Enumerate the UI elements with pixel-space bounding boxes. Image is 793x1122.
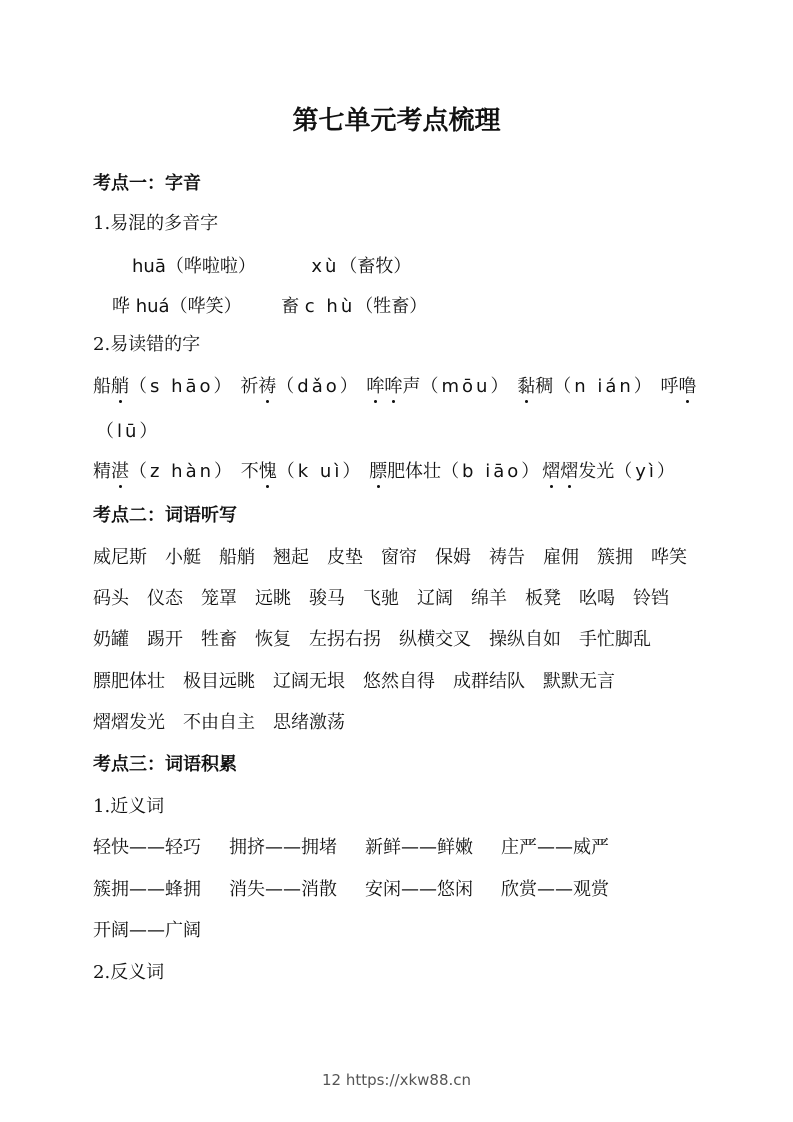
misread-item: 不愧（k uì） <box>240 461 364 482</box>
subheading-antonyms: 2.反义词 <box>93 962 165 983</box>
misread-item: 船艄（s hāo） <box>93 376 235 397</box>
misread-item: 黏稠（n ián） <box>517 376 655 397</box>
word-row-4: 膘肥体壮 极目远眺 辽阔无垠 悠然自得 成群结队 默默无言 <box>93 671 615 692</box>
misread-line-3 <box>93 460 678 484</box>
synonym-row-1: 轻快——轻巧 拥挤——拥堵 新鲜——鲜嫩 庄严——威严 <box>93 837 609 858</box>
misread-item: 呼噜 <box>660 376 697 397</box>
subheading-polyphones: 1.易混的多音字 <box>93 213 219 234</box>
misread-item: 膘肥体壮（b iāo） <box>369 461 543 482</box>
word-row-2: 码头 仪态 笼罩 远眺 骏马 飞驰 辽阔 绵羊 板凳 吆喝 铃铛 <box>93 588 669 609</box>
section-heading-dictation: 考点二：词语听写 <box>93 505 237 526</box>
section-heading-vocabulary: 考点三：词语积累 <box>93 754 237 775</box>
word-row-5: 熠熠发光 不由自主 思绪激荡 <box>93 712 345 733</box>
synonym-row-3: 开阔——广阔 <box>93 920 201 941</box>
misread-line-1 <box>93 375 697 399</box>
polyphone-row-1: huā（哗啦啦） xù（畜牧） <box>132 256 412 277</box>
misread-item: 精湛（z hàn） <box>93 461 236 482</box>
misread-item: 祈祷（dǎo） <box>240 376 361 397</box>
misread-line-2: （lū） <box>96 421 161 442</box>
subheading-synonyms: 1.近义词 <box>93 796 165 817</box>
word-row-1: 威尼斯 小艇 船艄 翘起 皮垫 窗帘 保姆 祷告 雇佣 簇拥 哗笑 <box>93 547 687 568</box>
misread-item: 哞哞声（mōu） <box>366 376 512 397</box>
subheading-misread: 2.易读错的字 <box>93 334 201 355</box>
synonym-row-2: 簇拥——蜂拥 消失——消散 安闲——悠闲 欣赏——观赏 <box>93 879 609 900</box>
misread-item: 熠熠发光（yì） <box>542 461 678 482</box>
section-heading-pronunciation: 考点一：字音 <box>93 173 201 194</box>
page-title: 第七单元考点梳理 <box>292 106 501 136</box>
page-footer: 12 https://xkw88.cn <box>321 1071 472 1089</box>
word-row-3: 奶罐 踢开 牲畜 恢复 左拐右拐 纵横交叉 操纵自如 手忙脚乱 <box>93 629 651 650</box>
polyphone-row-2: 哗 huá（哗笑） 畜 c hù（牲畜） <box>112 296 428 317</box>
